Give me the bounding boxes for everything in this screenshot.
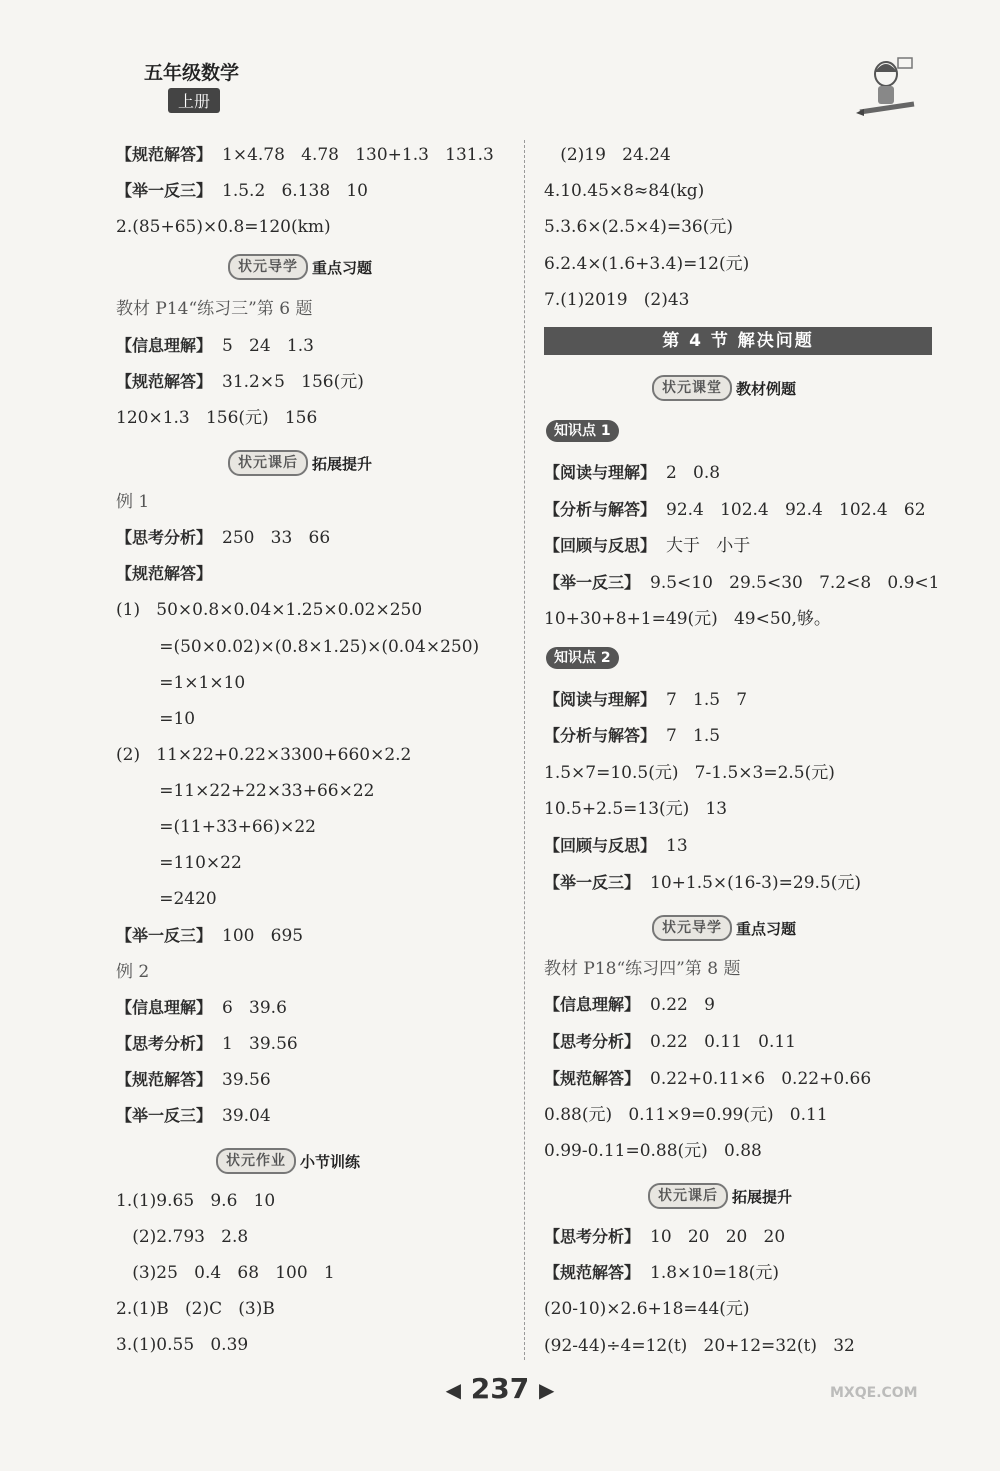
answer-line: =10 (116, 709, 196, 729)
column-divider (524, 140, 525, 1360)
banner-badge: 状元导学 (228, 254, 308, 280)
banner-title: 重点习题 (312, 258, 373, 277)
answer-line: 【举一反三】 39.04 (116, 1106, 271, 1126)
section-banner (652, 375, 796, 401)
answer-line: (3)25 0.4 68 100 1 (116, 1263, 335, 1283)
answer-line: 3.(1)0.55 0.39 (116, 1335, 249, 1355)
section-banner (216, 1148, 360, 1174)
answer-line: =(50×0.02)×(0.8×1.25)×(0.04×250) (116, 637, 480, 657)
watermark: MXQE.COM (830, 1385, 918, 1401)
answer-line: =110×22 (116, 853, 242, 873)
answer-line: (2)2.793 2.8 (116, 1227, 249, 1247)
answer-line: 10+30+8+1=49(元) 49<50,够。 (544, 609, 831, 629)
answer-line: 【规范解答】 39.56 (116, 1070, 271, 1090)
answer-line: 【阅读与理解】 2 0.8 (544, 463, 721, 483)
answer-line: 6.2.4×(1.6+3.4)=12(元) (544, 254, 750, 274)
answer-line: 【回顾与反思】 13 (544, 836, 688, 856)
banner-title: 拓展提升 (732, 1187, 793, 1206)
answer-line: (2)19 24.24 (544, 145, 671, 165)
banner-badge: 状元导学 (652, 915, 732, 941)
answer-line: 【规范解答】 0.22+0.11×6 0.22+0.66 (544, 1069, 872, 1089)
answer-line: 【信息理解】 6 39.6 (116, 998, 287, 1018)
mascot-icon (852, 52, 920, 124)
section-heading: 第 4 节 解决问题 (544, 327, 932, 355)
banner-title: 重点习题 (736, 919, 797, 938)
answer-line: 【举一反三】 9.5<10 29.5<30 7.2<8 0.9<1 (544, 573, 940, 593)
book-volume-tag: 上册 (168, 88, 220, 113)
answer-line: 【信息理解】 0.22 9 (544, 995, 715, 1015)
answer-line: 【回顾与反思】 大于 小于 (544, 536, 751, 556)
answer-line: 7.(1)2019 (2)43 (544, 290, 690, 310)
banner-badge: 状元课后 (228, 450, 308, 476)
page-number: ◀ 237 ▶ (445, 1372, 555, 1405)
answer-line: (2) 11×22+0.22×3300+660×2.2 (116, 745, 412, 765)
answer-line: 【分析与解答】 7 1.5 (544, 726, 721, 746)
answer-line: (92-44)÷4=12(t) 20+12=32(t) 32 (544, 1336, 855, 1356)
answer-line: =2420 (116, 889, 217, 909)
answer-line: (1) 50×0.8×0.04×1.25×0.02×250 (116, 600, 423, 620)
left-arrow-icon: ◀ (445, 1378, 462, 1402)
section-banner (648, 1183, 792, 1209)
answer-line: =11×22+22×33+66×22 (116, 781, 375, 801)
right-arrow-icon: ▶ (538, 1378, 555, 1402)
answer-line: 10.5+2.5=13(元) 13 (544, 799, 728, 819)
banner-badge: 状元作业 (216, 1148, 296, 1174)
answer-line: 【思考分析】 1 39.56 (116, 1034, 298, 1054)
answer-line: 【思考分析】 10 20 20 20 (544, 1227, 786, 1247)
answer-line: =(11+33+66)×22 (116, 817, 316, 837)
section-banner (228, 254, 372, 280)
banner-title: 拓展提升 (312, 454, 373, 473)
answer-line: 例 1 (116, 492, 150, 512)
answer-line: 4.10.45×8≈84(kg) (544, 181, 705, 201)
page-header (0, 0, 1000, 140)
answer-line: 1.5×7=10.5(元) 7-1.5×3=2.5(元) (544, 763, 835, 783)
answer-line: 教材 P18“练习四”第 8 题 (544, 959, 741, 979)
knowledge-point-badge: 知识点 2 (546, 647, 619, 669)
answer-line: =1×1×10 (116, 673, 246, 693)
answer-line: 2.(85+65)×0.8=120(km) (116, 217, 331, 237)
banner-badge: 状元课堂 (652, 375, 732, 401)
section-banner (228, 450, 372, 476)
answer-line: 【规范解答】 31.2×5 156(元) (116, 372, 364, 392)
answer-line: 教材 P14“练习三”第 6 题 (116, 299, 313, 319)
answer-line: 2.(1)B (2)C (3)B (116, 1299, 275, 1319)
answer-line: 【规范解答】 (116, 564, 213, 583)
answer-line: 【思考分析】 0.22 0.11 0.11 (544, 1032, 796, 1052)
answer-line: 【思考分析】 250 33 66 (116, 528, 331, 548)
section-banner (652, 915, 796, 941)
banner-badge: 状元课后 (648, 1183, 728, 1209)
banner-title: 教材例题 (736, 379, 797, 398)
answer-line: 【举一反三】 10+1.5×(16-3)=29.5(元) (544, 873, 861, 893)
answer-line: 0.88(元) 0.11×9=0.99(元) 0.11 (544, 1105, 828, 1125)
book-title: 五年级数学 (144, 62, 240, 84)
answer-line: 5.3.6×(2.5×4)=36(元) (544, 217, 734, 237)
knowledge-point-badge: 知识点 1 (546, 420, 619, 442)
answer-line: 0.99-0.11=0.88(元) 0.88 (544, 1141, 762, 1161)
answer-line: 【举一反三】 100 695 (116, 926, 304, 946)
answer-line: 1.(1)9.65 9.6 10 (116, 1191, 276, 1211)
answer-line: 【举一反三】 1.5.2 6.138 10 (116, 181, 368, 201)
banner-title: 小节训练 (300, 1152, 361, 1171)
answer-line: 【信息理解】 5 24 1.3 (116, 336, 314, 356)
answer-line: 例 2 (116, 962, 150, 982)
answer-line: 120×1.3 156(元) 156 (116, 408, 318, 428)
answer-line: 【分析与解答】 92.4 102.4 92.4 102.4 62 (544, 500, 926, 520)
answer-line: 【阅读与理解】 7 1.5 7 (544, 690, 748, 710)
answer-line: (20-10)×2.6+18=44(元) (544, 1299, 750, 1319)
answer-line: 【规范解答】 1×4.78 4.78 130+1.3 131.3 (116, 145, 494, 165)
answer-line: 【规范解答】 1.8×10=18(元) (544, 1263, 780, 1283)
